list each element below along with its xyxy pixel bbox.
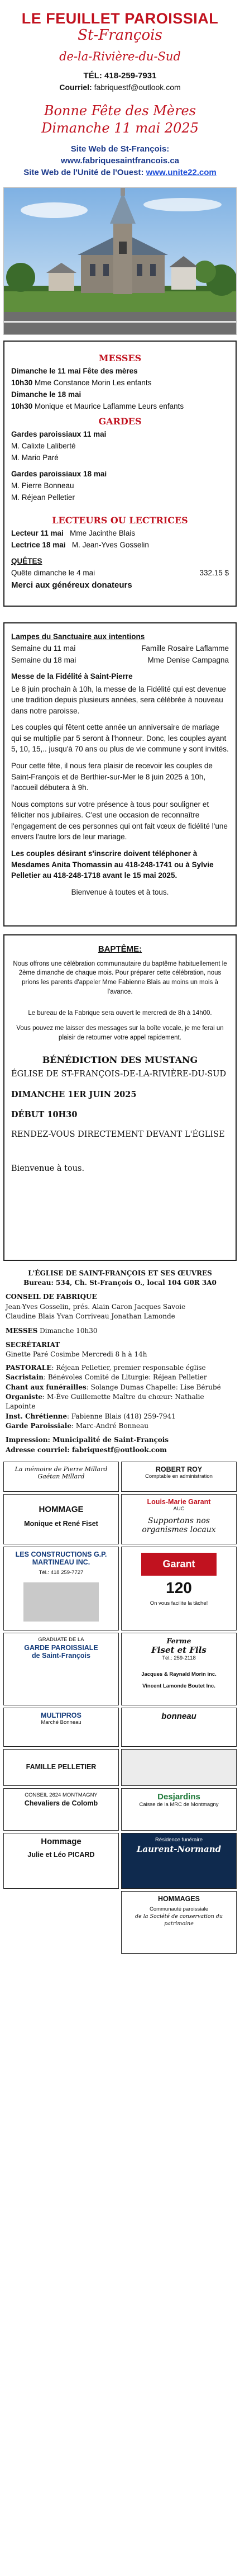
sacristain-line: Sacristain: Bénévoles Comité de Liturgie: Réjean Pelletier	[6, 1373, 207, 1382]
ad-louis-marie-garant: Louis-Marie Garant AUC Supportons nos organismes locaux	[121, 1494, 237, 1544]
phone-number: TÉL: 418-259-7931	[83, 71, 157, 81]
unite-label: Site Web de l'Unité de l'Ouest:	[23, 167, 144, 177]
ad-memoire: La mémoire de Pierre Millard Gaétan Millard	[3, 1462, 119, 1492]
baptism-title: BAPTÊME:	[98, 944, 142, 954]
parish-office-info	[6, 1269, 234, 1455]
office-masses: MESSES Dimanche 10h30	[6, 1326, 98, 1335]
guard-18-1: M. Pierre Bonneau	[11, 481, 74, 490]
mustang-title: BÉNÉDICTION DES MUSTANG	[42, 1055, 198, 1066]
secretariat-title: SECRÉTARIAT	[6, 1340, 60, 1349]
ad-hommage-fiset: HOMMAGE Monique et René Fiset	[3, 1494, 119, 1544]
council-line-2: Claudine Blais Yvan Corriveau Jonathan Lamonde	[6, 1312, 175, 1321]
web-block	[6, 143, 234, 178]
fidelite-title: Messe de la Fidélité à Saint-Pierre	[11, 672, 133, 680]
guard-18-2: M. Réjean Pelletier	[11, 493, 75, 502]
quete-label: Quête dimanche le 4 mai	[11, 568, 95, 577]
parish-subname: de-la-Rivière-du-Sud	[59, 49, 181, 63]
contact-text: Les couples désirant s'inscrire doivent téléphoner à Mesdames Anita Thomassin au 418-248-1741 ou à Sylvie Pelletier au 418-248-1718 avant le 15 mai 2025.	[11, 849, 214, 880]
guards-heading: GARDES	[98, 415, 142, 427]
mass-line-4: 10h30 Monique et Maurice Laflamme Leurs enfants	[11, 401, 184, 410]
mass-line-1: Dimanche le 11 mai Fête des mères	[11, 366, 138, 375]
ad-multipros: MULTIPROS Marché Bonneau	[3, 1708, 119, 1747]
sponsor-ads	[3, 1462, 237, 1954]
sanctuary-row-2: Semaine du 18 mai Mme Denise Campagna	[11, 655, 229, 664]
office-title: L'ÉGLISE DE SAINT-FRANÇOIS ET SES ŒUVRES	[28, 1269, 212, 1277]
email-value: fabriquestf@outlook.com	[94, 83, 181, 92]
chant-line: Chant aux funérailles: Solange Dumas Chapelle: Lise Bérubé	[6, 1383, 221, 1391]
thanks-line: Merci aux généreux donateurs	[11, 580, 132, 590]
office-address: Bureau: 534, Ch. St-François O., local 104 G0R 3A0	[23, 1279, 217, 1287]
ad-famille-pelletier: FAMILLE PELLETIER	[3, 1749, 119, 1786]
web-url[interactable]: www.fabriquesaintfrancois.ca	[61, 155, 179, 166]
mass-line-3: Dimanche le 18 mai	[11, 390, 81, 399]
council-line-1: Jean-Yves Gosselin, prés. Alain Caron Jacques Savoie	[6, 1302, 186, 1311]
feast-date: Dimanche 11 mai 2025	[41, 120, 199, 136]
ad-spacer	[121, 1749, 237, 1786]
garant-logo: Garant	[141, 1553, 217, 1576]
parish-name: St-François	[78, 27, 162, 44]
email-line	[6, 83, 234, 92]
quete-row	[11, 569, 229, 577]
mustang-place: ÉGLISE DE ST-FRANÇOIS-DE-LA-RIVIÈRE-DU-SUD	[11, 1070, 227, 1079]
garde-line: Garde Paroissiale: Marc-André Bonneau	[6, 1422, 148, 1430]
fidelite-text: Le 8 juin prochain à 10h, la messe de la Fidélité qui est devenue une tradition depuis plusieurs années, sera célébrée à nouveau dans notre paroisse.	[11, 684, 227, 715]
email-label: Courriel:	[59, 83, 92, 92]
quete-amount: 332.15 $	[199, 568, 229, 577]
pride-text: Nous comptons sur votre présence à tous pour souligner et féliciter nos jubilaires. C'est une occasion de reconnaître l'engagement de ces personnes qui ont fait vœux de fidélité l'une envers l'autre lors de leur mariage.	[11, 800, 228, 842]
readers-heading: LECTEURS OU LECTRICES	[52, 514, 188, 526]
council-title: CONSEIL DE FABRIQUE	[6, 1293, 97, 1301]
secretariat-value: Ginette Paré Cosimbe Mercredi 8 h à 14h	[6, 1350, 147, 1359]
ad-residence-funeraire: Résidence funéraire Laurent-Normand	[121, 1833, 237, 1889]
couples-text: Les couples qui fêtent cette année un anniversaire de mariage qui se multiplie par 5 seront à l'honneur. Donc, les couples ayant 5, 10, 15,.. jusqu'à 70 ans ou plus de vie commune y sont invités.	[11, 723, 229, 754]
ad-chevaliers: CONSEIL 2624 MONTMAGNY Chevaliers de Colomb	[3, 1788, 119, 1831]
masses-heading: MESSES	[98, 352, 142, 363]
guards-11-title: Gardes paroissiaux 11 mai	[11, 429, 107, 438]
sanctuary-title: Lampes du Sanctuaire aux intentions	[11, 632, 145, 641]
mustang-welcome: Bienvenue à tous.	[11, 1164, 85, 1174]
courriel-line: Adresse courriel: fabriquestf@outlook.com	[6, 1445, 167, 1454]
guards-18-title: Gardes paroissiaux 18 mai	[11, 469, 107, 478]
quetes-title: QUÊTES	[11, 556, 42, 565]
mustang-time: DÉBUT 10H30	[11, 1109, 78, 1119]
bulletin-title: LE FEUILLET PAROISSIAL	[21, 10, 219, 27]
welcome-text: Bienvenue à toutes et à tous.	[71, 887, 169, 896]
feast-title: Bonne Fête des Mères	[44, 103, 196, 119]
unite-link[interactable]: www.unite22.com	[146, 167, 217, 177]
mustang-meet: RENDEZ-VOUS DIRECTEMENT DEVANT L'ÉGLISE	[11, 1129, 225, 1139]
church-illustration	[4, 188, 236, 334]
bulletin-header	[0, 0, 240, 183]
martineau-logo-block	[23, 1582, 99, 1622]
ad-desjardins: Desjardins Caisse de la MRC de Montmagny	[121, 1788, 237, 1831]
reader-2: Lectrice 18 mai M. Jean-Yves Gosselin	[11, 540, 149, 549]
guard-11-1: M. Calixte Laliberté	[11, 441, 76, 450]
impression-line: Impression: Municipalité de Saint-François	[6, 1436, 169, 1444]
church-photo	[3, 187, 237, 335]
ad-ferme-fiset: Ferme Fiset et Fils Tél.: 259-2118 Jacques & Raynald Morin inc. Vincent Lamonde Boutet Inc.	[121, 1633, 237, 1705]
unite-line	[6, 167, 234, 178]
ad-garde-paroissiale: GRADUATE DE LA GARDE PAROISSIALE de Saint-François	[3, 1633, 119, 1705]
reader-1: Lecteur 11 mai Mme Jacinthe Blais	[11, 528, 136, 537]
sanctuary-row-1: Semaine du 11 mai Famille Rosaire Laflamme	[11, 644, 229, 653]
pastorale-line: PASTORALE: Réjean Pelletier, premier responsable église	[6, 1363, 206, 1372]
ad-garant: Garant 120 On vous facilite la tâche!	[121, 1547, 237, 1630]
inst-line: Inst. Chrétienne: Fabienne Blais (418) 259-7941	[6, 1412, 176, 1420]
voicemail-text: Vous pouvez me laisser des messages sur la boîte vocale, je me ferai un plaisir de retourner votre appel rapidement.	[16, 1024, 224, 1041]
mustang-date: DIMANCHE 1ER JUIN 2025	[11, 1090, 137, 1100]
masses-box	[3, 341, 237, 607]
office-hours: Le bureau de la Fabrique sera ouvert le mercredi de 8h à 14h00.	[28, 1010, 212, 1017]
mass-line-2: 10h30 Mme Constance Morin Les enfants	[11, 378, 152, 387]
ad-constructions-martineau: LES CONSTRUCTIONS G.P. MARTINEAU INC. Tél.: 418 259-7727	[3, 1547, 119, 1630]
ad-hommage-picard: Hommage Julie et Léo PICARD	[3, 1833, 119, 1889]
web-label: Site Web de St-François:	[70, 144, 170, 154]
party-text: Pour cette fête, il nous fera plaisir de recevoir les couples de Saint-François et de Berthier-sur-Mer le 8 juin 2025 à 10h, l'accueil débutera à 9h.	[11, 762, 213, 792]
baptism-text: Nous offrons une célébration communautaire du baptême habituellement le 2ème dimanche de chaque mois. Pour préparer cette célébration, nous prions les parents d'appeler Mme Fabienne Blais au moins un mois à l'avance.	[13, 960, 227, 995]
guard-11-2: M. Mario Paré	[11, 453, 59, 462]
sanctuary-box	[3, 622, 237, 927]
organiste-line: Organiste: M-Ève Guillemette Maître du chœur: Nathalie Lapointe	[6, 1392, 204, 1411]
ad-bonneau: bonneau	[121, 1708, 237, 1747]
ad-robert-roy: ROBERT ROY Comptable en administration	[121, 1462, 237, 1492]
baptism-box	[3, 934, 237, 1261]
ad-hommages-patrimoine: HOMMAGES Communauté paroissiale de la Société de conservation du patrimoine	[121, 1891, 237, 1954]
